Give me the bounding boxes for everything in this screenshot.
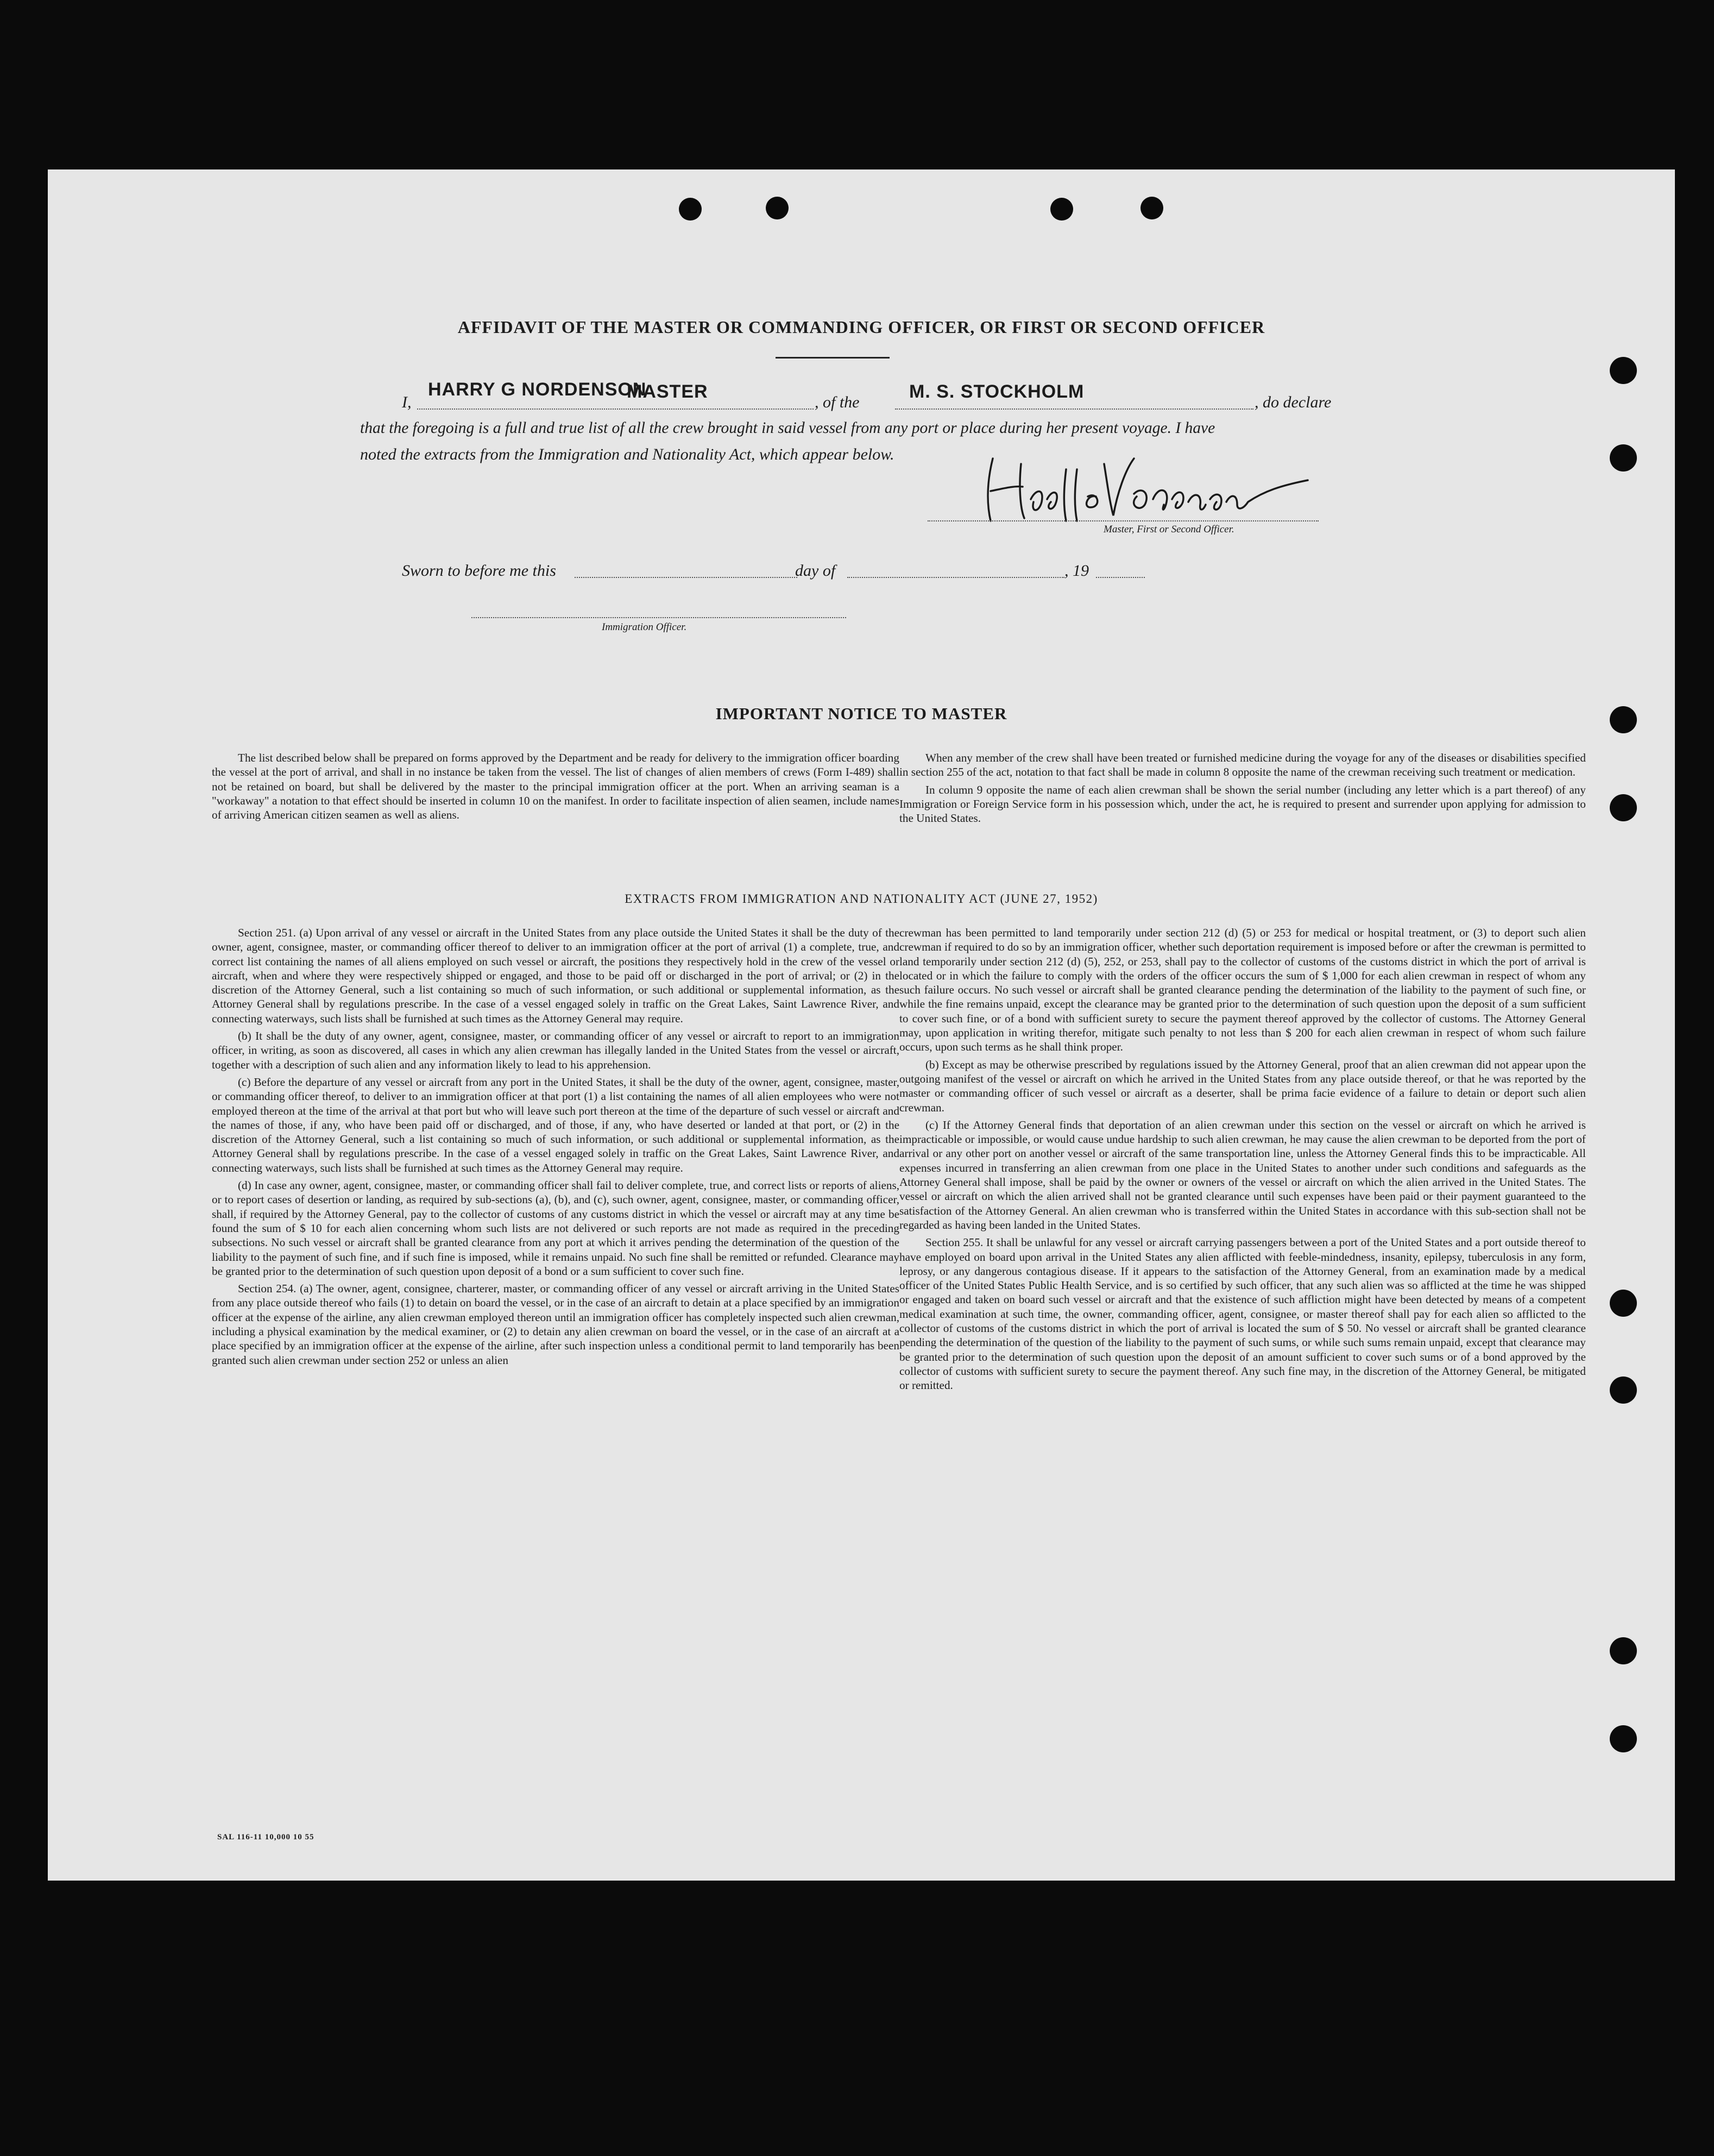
binder-hole <box>1610 1290 1637 1317</box>
binder-hole <box>1610 357 1637 384</box>
section-254a: Section 254. (a) The owner, agent, consignee, charterer, master, or commanding officer of any vessel or aircraft arriving in the United States from any place outside thereof who fails (1) to detain on board the vessel, or in the case of an aircraft to detain at a place specified by an immigration officer at the expense of the airline, any alien crewman employed thereon until an immigration officer has completely inspected such alien crewman, including a physical examination by the medical examiner, or (2) to detain any alien crewman on board the vessel, or in the case of an aircraft at a place specified by an immigration officer at the expense of the airline, after such inspection unless a conditional permit to land temporarily has been granted such alien crewman under section 252 or unless an alien <box>212 1282 899 1367</box>
document-page <box>48 169 1675 1881</box>
affidavit-i: I, <box>402 393 412 411</box>
master-rank: MASTER <box>627 381 708 402</box>
affidavit-title: AFFIDAVIT OF THE MASTER OR COMMANDING OFFICER, OR FIRST OR SECOND OFFICER <box>457 317 1265 337</box>
affidavit-line3: noted the extracts from the Immigration and Nationality Act, which appear below. <box>360 445 894 463</box>
section-251b: (b) It shall be the duty of any owner, agent, consignee, master, or commanding officer of any vessel or aircraft to report to an immigration officer, in writing, as soon as discovered, all cases in which any alien crewman has illegally landed in the United States from the vessel or aircraft, together with a description of such alien and any information likely to lead to his apprehension. <box>212 1029 899 1071</box>
binder-hole <box>766 197 789 219</box>
sworn-month-line <box>847 577 1064 578</box>
officer-line <box>471 617 846 618</box>
of-the-label: , of the <box>815 393 860 411</box>
section-254c: (c) If the Attorney General finds that deportation of an alien crewman under this section on the vessel or aircraft on which he arrived is impracticable or impossible, or would cause undue hardship to such alien crewman, he may cause the alien crewman to be deported from the port of arrival or any other port on another vessel or aircraft of the same transportation line, unless the Attorney General finds this to be impracticable. All expenses incurred in transferring an alien crewman from one place in the United States to another under such conditions and safeguards as the Attorney General shall impose, shall be paid by the owner or owners of the vessel or aircraft on which the alien arrived in the United States. The vessel or aircraft on which the alien arrived shall not be granted clearance until such expenses have been paid or their payment guaranteed to the satisfaction of the Attorney General. An alien crewman who is transferred within the United States in accordance with this sub-section shall not be regarded as having been landed in the United States. <box>899 1118 1586 1231</box>
signature-line <box>928 520 1319 521</box>
signature-caption: Master, First or Second Officer. <box>1104 524 1234 535</box>
binder-hole <box>679 198 702 221</box>
form-number: SAL 116-11 10,000 10 55 <box>217 1833 314 1841</box>
notice-left-column <box>212 751 899 825</box>
title-rule <box>776 357 890 359</box>
notice-right-text-1: When any member of the crew shall have been treated or furnished medicine during the voyage for any of the diseases or disabilities specified in section 255 of the act, notation to that fact shall be made in column 8 opposite the name of the crewman receiving such treatment or medication. <box>899 751 1586 779</box>
affidavit-line2: that the foregoing is a full and true list of all the crew brought in said vessel from any port or place during her present voyage. I have <box>360 419 1215 437</box>
extracts-title: EXTRACTS FROM IMMIGRATION AND NATIONALITY ACT (JUNE 27, 1952) <box>625 892 1098 906</box>
immigration-officer-caption: Immigration Officer. <box>602 621 687 633</box>
sworn-day-line <box>575 577 797 578</box>
do-declare-label: , do declare <box>1255 393 1332 411</box>
master-name: HARRY G NORDENSON <box>428 379 647 400</box>
section-254b: (b) Except as may be otherwise prescribed by regulations issued by the Attorney General, proof that an alien crewman did not appear upon the outgoing manifest of the vessel or aircraft on which he arrived in the United States from any place outside thereof, or that he was reported by the master or commanding officer of such vessel or aircraft as a deserter, shall be prima facie evidence of a failure to detain or deport such alien crewman. <box>899 1058 1586 1114</box>
binder-hole <box>1610 444 1637 472</box>
vessel-name: M. S. STOCKHOLM <box>909 381 1085 402</box>
sworn-label: Sworn to before me this <box>402 562 556 580</box>
extracts-left-column <box>212 926 899 1371</box>
binder-hole <box>1610 1637 1637 1664</box>
section-255: Section 255. It shall be unlawful for any vessel or aircraft carrying passengers between a port of the United States and a port outside thereof to have employed on board upon arrival in the United States any alien afflicted with feeble-mindedness, insanity, epilepsy, tuberculosis in any form, leprosy, or any dangerous contagious disease. If it appears to the satisfaction of the Attorney General, from an examination made by a medical officer of the United States Public Health Service, and is so certified by such officer, that any such alien was so afflicted at the time he was shipped or engaged and taken on board such vessel or aircraft and that the existence of such affliction might have been detected by means of a competent medical examination at such time, the owner, commanding officer, agent, consignee, or master thereof shall pay for each alien so afflicted to the collector of customs of the customs district in which the port of arrival is located the sum of $ 50. No vessel or aircraft shall be granted clearance pending the determination of the question of the liability to the payment of such sums, or while such sums remain unpaid, except that clearance may be granted prior to the determination of such question upon the deposit of an amount sufficient to cover such sums or of a bond approved by the collector of customs with sufficient surety to secure the payment thereof. Any such fine may, in the discretion of the Attorney General, be mitigated or remitted. <box>899 1236 1586 1392</box>
section-251d: (d) In case any owner, agent, consignee, master, or commanding officer shall fail to deliver complete, true, and correct lists or reports of aliens, or to report cases of desertion or landing, as required by sub-sections (a), (b), and (c), such owner, agent, consignee, master, or commanding officer, shall, if required by the Attorney General, pay to the collector of customs of any customs district in which the vessel or aircraft may at any time be found the sum of $ 10 for each alien concerning whom such lists are not delivered or such reports are not made as required in the preceding subsections. No such vessel or aircraft shall be granted clearance from any port at which it arrives pending the determination of the question of the liability to the payment of such fine, and if such fine is imposed, while it remains unpaid. No such fine shall be remitted or refunded. Clearance may be granted prior to the determination of such question upon deposit of a bond or a sum sufficient to cover such fine. <box>212 1179 899 1278</box>
vessel-line <box>895 408 1253 410</box>
binder-hole <box>1610 794 1637 821</box>
name-line <box>417 408 814 410</box>
binder-hole <box>1050 198 1073 221</box>
day-of-label: day of <box>795 562 836 580</box>
year-label: , 19 <box>1064 562 1089 580</box>
binder-hole <box>1140 197 1163 219</box>
binder-hole <box>1610 1725 1637 1752</box>
extracts-right-column <box>899 926 1586 1396</box>
notice-left-text: The list described below shall be prepared on forms approved by the Department and be ready for delivery to the immigration officer boarding the vessel at the port of arrival, and shall in no instance be taken from the vessel. The list of changes of alien members of crews (Form I-489) shall not be retained on board, but shall be delivered by the master to the principal immigration officer at the port. When an arriving seaman is a "workaway" a notation to that effect should be inserted in column 10 on the manifest. In order to facilitate inspection of alien seamen, include names of arriving American citizen seamen as well as aliens. <box>212 751 899 822</box>
binder-hole <box>1610 1376 1637 1404</box>
notice-title: IMPORTANT NOTICE TO MASTER <box>715 704 1007 723</box>
section-254a-cont: crewman has been permitted to land temporarily under section 212 (d) (5) or 253 for medical or hospital treatment, or (3) to deport such alien crewman if required to do so by an immigration officer, whether such deportation requirement is imposed before or after the crewman is permitted to land temporarily under section 212 (d) (5), 252, or 253, shall pay to the collector of customs of the customs district in which the port of arrival is located or in which the failure to comply with the orders of the officer occurs the sum of $ 1,000 for each alien crewman in respect of whom any such failure occurs. No such vessel or aircraft shall be granted clearance pending the determination of the liability to the payment of such fine, or while the fine remains unpaid, except the clearance may be granted prior to the determination of such question upon the deposit of a sum sufficient to cover such fine, or of a bond with sufficient surety to secure the payment thereof approved by the collector of customs. The Attorney General may, upon application in writing therefor, mitigate such penalty to not less than $ 200 for each alien crewman in respect of whom such failure occurs, upon such terms as he shall think proper. <box>899 926 1586 1054</box>
year-line <box>1096 577 1145 578</box>
notice-right-text-2: In column 9 opposite the name of each alien crewman shall be shown the serial number (including any letter which is a part thereof) of any Immigration or Foreign Service form in his possession which, under the act, he is required to present and surrender upon applying for admission to the United States. <box>899 783 1586 825</box>
section-251a: Section 251. (a) Upon arrival of any vessel or aircraft in the United States from any place outside the United States it shall be the duty of the owner, agent, consignee, master, or commanding officer thereof to deliver to an immigration officer at the port of arrival (1) a complete, true, and correct list containing the names of all aliens employed on such vessel or aircraft, the positions they respectively hold in the crew of the vessel or aircraft, when and where they were respectively shipped or engaged, and those to be paid off or discharged in the port of arrival; or (2) in the discretion of the Attorney General, such a list containing so much of such information, or such additional or supplemental information, as the Attorney General shall by regulations prescribe. In the case of a vessel engaged solely in traffic on the Great Lakes, Saint Lawrence River, and connecting waterways, such lists shall be furnished at such times as the Attorney General may require. <box>212 926 899 1025</box>
section-251c: (c) Before the departure of any vessel or aircraft from any port in the United States, it shall be the duty of the owner, agent, consignee, master, or commanding officer thereof, to deliver to an immigration officer at that port (1) a list containing the names of all alien employees who were not employed thereon at the time of the arrival at that port but who will leave such port thereon at the time of the departure of such vessel or aircraft and the names of those, if any, who have been paid off or discharged, and of those, if any, who have deserted or landed at that port, or (2) in the discretion of the Attorney General, such a list containing so much of such information, or such additional or supplemental information, as the Attorney General shall by regulations prescribe. In the case of a vessel engaged solely in traffic on the Great Lakes, Saint Lawrence River, and connecting waterways, such lists shall be furnished at such times as the Attorney General may require. <box>212 1075 899 1174</box>
notice-right-column <box>899 751 1586 828</box>
master-signature <box>971 448 1329 529</box>
